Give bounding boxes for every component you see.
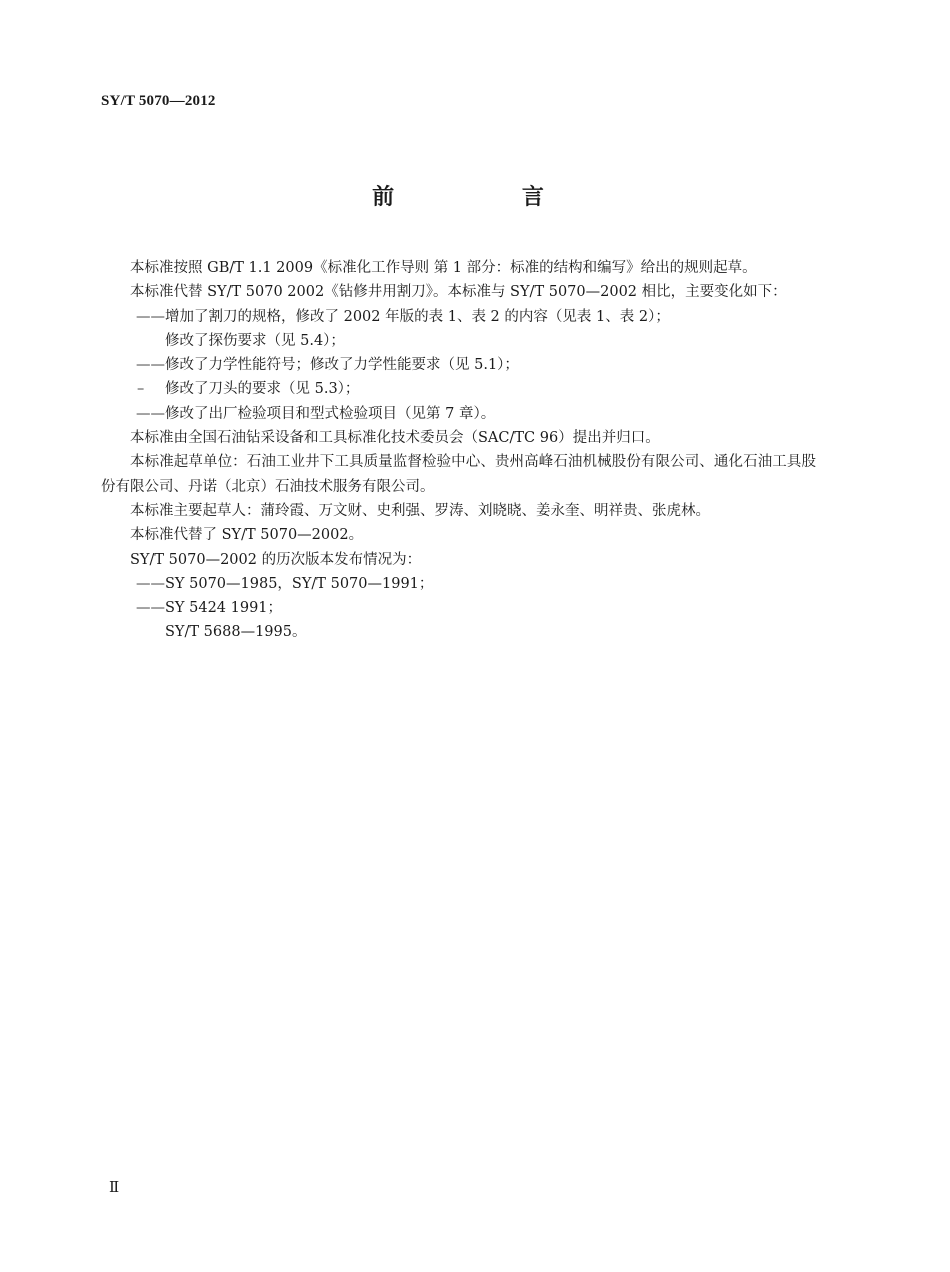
- change-item: [101, 305, 816, 329]
- page-title: 前 言: [372, 185, 604, 210]
- list-dash: ——: [136, 405, 165, 422]
- change-text: 修改了探伤要求（见 5.4）；: [165, 332, 345, 349]
- change-text: 修改了出厂检验项目和型式检验项目（见第 7 章）。: [165, 405, 496, 422]
- paragraph-drafters: 本标准主要起草人：蒲玲霞、万文财、史利强、罗涛、刘晓晓、姜永奎、明祥贵、张虎林。: [130, 502, 710, 519]
- history-item: [101, 620, 816, 644]
- history-item: [101, 572, 816, 596]
- list-dash: –: [137, 381, 145, 398]
- paragraph-drafting-units: 本标准起草单位：石油工业井下工具质量监督检验中心、贵州高峰石油机械股份有限公司、通化石油工具股份有限公司、丹诺（北京）石油技术服务有限公司。: [101, 454, 816, 495]
- paragraph-replaces: 本标准代替了 SY/T 5070—2002。: [130, 527, 364, 544]
- paragraph-replacement: 本标准代替 SY/T 5070 2002《钻修井用割刀》。本标准与 SY/T 5070—2002 相比，主要变化如下：: [130, 284, 787, 301]
- list-dash: ——: [136, 575, 165, 592]
- change-text: 增加了割刀的规格，修改了 2002 年版的表 1、表 2 的内容（见表 1、表 2）；: [165, 308, 670, 325]
- change-item: [101, 377, 816, 401]
- history-text: SY 5424 1991；: [165, 600, 283, 617]
- history-item: [101, 596, 816, 620]
- paragraph-history-intro: SY/T 5070—2002 的历次版本发布情况为：: [130, 551, 422, 568]
- paragraph-proposed-by: 本标准由全国石油钻采设备和工具标准化技术委员会（SAC/TC 96）提出并归口。: [130, 430, 660, 447]
- history-text: SY 5070—1985，SY/T 5070—1991；: [165, 575, 434, 592]
- change-text: 修改了力学性能符号；修改了力学性能要求（见 5.1）；: [165, 357, 519, 374]
- change-text: 修改了刀头的要求（见 5.3）；: [165, 381, 360, 398]
- paragraph-drafting-rules: 本标准按照 GB/T 1.1 2009《标准化工作导则 第 1 部分：标准的结构和编写》给出的规则起草。: [130, 260, 757, 276]
- list-dash: ——: [136, 357, 165, 374]
- history-text: SY/T 5688—1995。: [165, 624, 307, 641]
- change-item: [101, 402, 816, 426]
- standard-code: SY/T 5070—2012: [101, 93, 216, 109]
- foreword-body: [101, 256, 816, 645]
- change-item: [101, 353, 816, 377]
- list-dash: ——: [136, 308, 165, 325]
- list-dash: ——: [136, 600, 165, 617]
- change-item: [101, 329, 816, 353]
- page-number: Ⅱ: [109, 1180, 120, 1196]
